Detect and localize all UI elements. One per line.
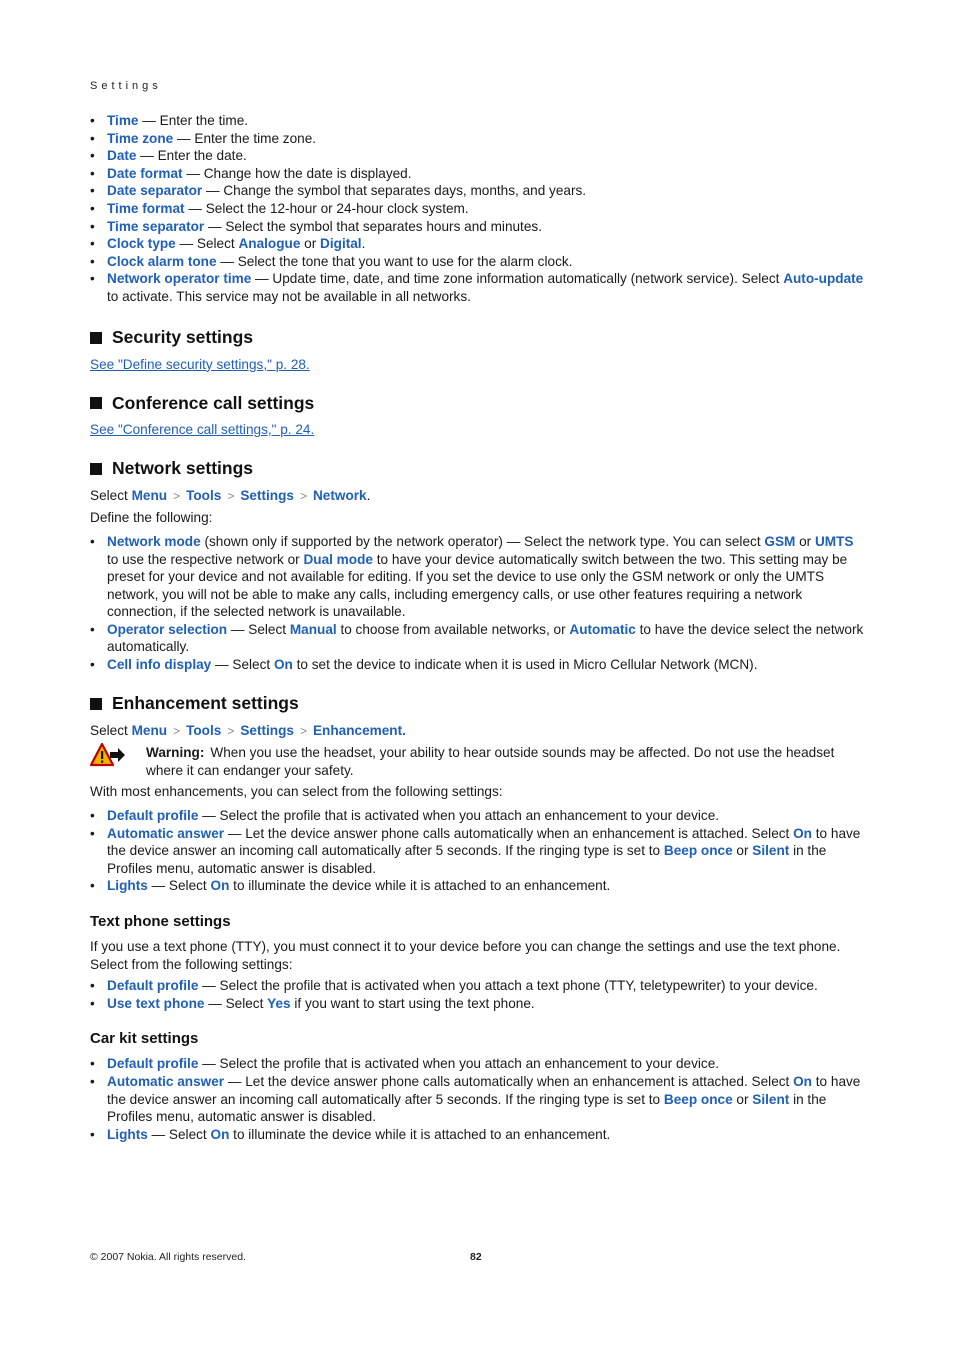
list-item: • Clock type — Select Analogue or Digital. <box>90 235 865 253</box>
list-item: • Lights — Select On to illuminate the device while it is attached to an enhancement. <box>90 877 865 895</box>
option-dual-mode[interactable]: Dual mode <box>303 551 373 567</box>
list-item: • Cell info display — Select On to set the device to indicate when it is used in Micro Cellular Network (MCN). <box>90 656 865 674</box>
option-network-operator-time[interactable]: Network operator time <box>107 271 252 287</box>
enhancement-intro: With most enhancements, you can select from the following settings: <box>90 784 503 800</box>
chevron-right-icon: > <box>227 488 235 503</box>
option-date-format[interactable]: Date format <box>107 165 183 181</box>
chevron-right-icon: > <box>299 723 307 738</box>
option-automatic-answer[interactable]: Automatic answer <box>107 1073 225 1089</box>
warning-icon <box>90 743 126 767</box>
option-auto-update[interactable]: Auto-update <box>783 271 864 287</box>
path-settings[interactable]: Settings <box>240 487 294 503</box>
option-silent[interactable]: Silent <box>752 843 790 859</box>
subheading-car-kit: Car kit settings <box>90 1030 199 1048</box>
list-item: • Automatic answer — Let the device answer phone calls automatically when an enhancement is attached. Select On to have the device answer an incoming call automatically after 5 seconds. If the ringing type is set to Beep once or Silent in the Profiles menu, automatic answer is disabled. <box>90 825 865 878</box>
path-tools[interactable]: Tools <box>186 722 222 738</box>
link-conference-call-settings[interactable]: See "Conference call settings," p. 24. <box>90 422 315 438</box>
link-define-security-settings[interactable]: See "Define security settings," p. 28. <box>90 356 310 372</box>
list-item: • Network mode (shown only if supported by the network operator) — Select the network type. You can select GSM or UMTS to use the respective network or Dual mode to have your device automatically switch between the two. This setting may be preset for your device and not available for editing. If you set the device to use only the GSM network or only the UMTS network, you will not be able to make any calls, including emergency calls, or use other features requiring a network connection, if the selected network is unavailable. <box>90 533 865 621</box>
option-clock-type[interactable]: Clock type <box>107 236 176 252</box>
section-heading-enhancement: Enhancement settings <box>90 692 865 716</box>
option-operator-selection[interactable]: Operator selection <box>107 621 228 637</box>
option-date[interactable]: Date <box>107 148 137 164</box>
option-on[interactable]: On <box>793 1073 812 1089</box>
warning-label: Warning: <box>146 745 205 761</box>
option-gsm[interactable]: GSM <box>764 533 796 549</box>
path-enhancement[interactable]: Enhancement <box>312 722 403 738</box>
running-title: Settings <box>90 80 162 92</box>
subheading-text-phone: Text phone settings <box>90 913 231 930</box>
path-menu[interactable]: Menu <box>131 722 168 738</box>
network-path: Select Menu > Tools > Settings > Network. <box>90 487 371 503</box>
option-yes[interactable]: Yes <box>267 995 291 1011</box>
option-automatic-answer[interactable]: Automatic answer <box>107 825 225 841</box>
option-time-format[interactable]: Time format <box>107 200 185 216</box>
option-umts[interactable]: UMTS <box>814 533 854 549</box>
option-date-separator[interactable]: Date separator <box>107 183 203 199</box>
option-silent[interactable]: Silent <box>752 1091 790 1107</box>
list-item: • Default profile — Select the profile that is activated when you attach a text phone (TTY, teletypewriter) to your device. <box>90 977 865 995</box>
option-network-mode[interactable]: Network mode <box>107 533 201 549</box>
list-item: • Default profile — Select the profile that is activated when you attach an enhancement to your device. <box>90 807 865 825</box>
page-number: 82 <box>470 1251 482 1263</box>
list-item: • Time format — Select the 12-hour or 24-hour clock system. <box>90 200 865 218</box>
list-item: • Network operator time — Update time, date, and time zone information automatically (network service). Select Auto-update to activate. This service may not be available in all networks. <box>90 270 865 305</box>
time-settings-list <box>90 112 865 306</box>
list-item: • Use text phone — Select Yes if you want to start using the text phone. <box>90 995 865 1013</box>
option-cell-info-display[interactable]: Cell info display <box>107 657 212 673</box>
option-time-separator[interactable]: Time separator <box>107 218 205 234</box>
list-item: • Time — Enter the time. <box>90 112 865 130</box>
option-on[interactable]: On <box>793 825 812 841</box>
warning-text: When you use the headset, your ability to hear outside sounds may be affected. Do not use the headset where it can endanger your safety. <box>146 745 835 778</box>
square-bullet-icon <box>90 332 102 344</box>
enhancement-settings-list <box>90 807 865 895</box>
section-heading-conference: Conference call settings <box>90 391 865 415</box>
option-lights[interactable]: Lights <box>107 1126 148 1142</box>
list-item: • Time separator — Select the symbol that separates hours and minutes. <box>90 218 865 236</box>
enhancement-path: Select Menu > Tools > Settings > Enhancement. <box>90 722 406 738</box>
option-default-profile[interactable]: Default profile <box>107 808 199 824</box>
list-item: • Date separator — Change the symbol that separates days, months, and years. <box>90 182 865 200</box>
path-menu[interactable]: Menu <box>131 487 168 503</box>
warning-notice <box>90 744 865 779</box>
path-settings[interactable]: Settings <box>240 722 294 738</box>
option-on[interactable]: On <box>210 1126 230 1142</box>
option-beep-once[interactable]: Beep once <box>663 843 733 859</box>
square-bullet-icon <box>90 463 102 475</box>
path-tools[interactable]: Tools <box>186 487 222 503</box>
chevron-right-icon: > <box>299 488 307 503</box>
chevron-right-icon: > <box>173 723 181 738</box>
option-lights[interactable]: Lights <box>107 878 148 894</box>
option-use-text-phone[interactable]: Use text phone <box>107 995 205 1011</box>
list-item: • Automatic answer — Let the device answer phone calls automatically when an enhancement is attached. Select On to have the device answer an incoming call automatically after 5 seconds. If the ringing type is set to Beep once or Silent in the Profiles menu, automatic answer is disabled. <box>90 1073 865 1126</box>
list-item: • Lights — Select On to illuminate the device while it is attached to an enhancement. <box>90 1126 865 1144</box>
option-on[interactable]: On <box>210 878 230 894</box>
section-heading-security: Security settings <box>90 326 865 350</box>
square-bullet-icon <box>90 698 102 710</box>
car-kit-settings-list <box>90 1055 865 1143</box>
option-automatic[interactable]: Automatic <box>569 621 636 637</box>
chevron-right-icon: > <box>173 488 181 503</box>
path-network[interactable]: Network <box>312 487 367 503</box>
network-settings-list <box>90 533 865 674</box>
list-item: • Default profile — Select the profile that is activated when you attach an enhancement to your device. <box>90 1055 865 1073</box>
text-phone-intro: If you use a text phone (TTY), you must connect it to your device before you can change the settings and use the text phone. Select from the following settings: <box>90 939 841 972</box>
list-item: • Date — Enter the date. <box>90 147 865 165</box>
footer-copyright: © 2007 Nokia. All rights reserved. <box>90 1251 246 1263</box>
chevron-right-icon: > <box>227 723 235 738</box>
option-default-profile[interactable]: Default profile <box>107 978 199 994</box>
option-digital[interactable]: Digital <box>320 236 362 252</box>
option-time-zone[interactable]: Time zone <box>107 130 174 146</box>
text-phone-settings-list <box>90 977 865 1012</box>
square-bullet-icon <box>90 397 102 409</box>
option-clock-alarm-tone[interactable]: Clock alarm tone <box>107 253 217 269</box>
define-following: Define the following: <box>90 510 213 526</box>
section-heading-network: Network settings <box>90 457 865 481</box>
option-default-profile[interactable]: Default profile <box>107 1056 199 1072</box>
option-time[interactable]: Time <box>107 113 139 128</box>
list-item: • Time zone — Enter the time zone. <box>90 130 865 148</box>
content <box>90 112 865 1143</box>
list-item: • Clock alarm tone — Select the tone that you want to use for the alarm clock. <box>90 253 865 271</box>
list-item: • Operator selection — Select Manual to choose from available networks, or Automatic to have the device select the network automatically. <box>90 621 865 656</box>
option-on[interactable]: On <box>273 657 293 673</box>
option-manual[interactable]: Manual <box>289 621 337 637</box>
option-analogue[interactable]: Analogue <box>238 236 301 252</box>
list-item: • Date format — Change how the date is displayed. <box>90 165 865 183</box>
option-beep-once[interactable]: Beep once <box>663 1091 733 1107</box>
